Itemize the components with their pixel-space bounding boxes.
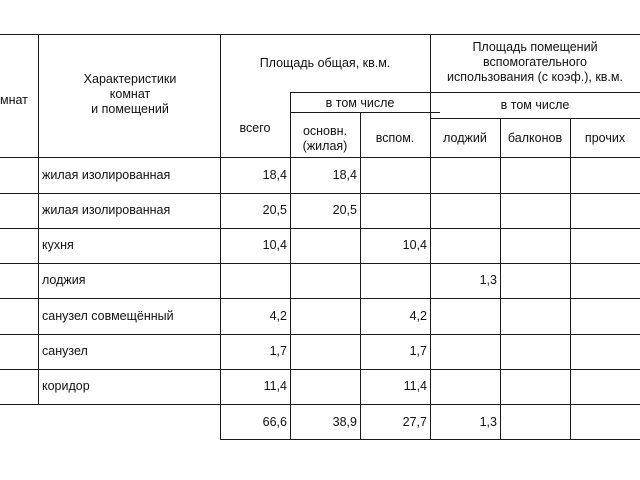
header-total-all: всего — [239, 121, 271, 135]
header-characteristics: Характеристики комнат и помещений — [83, 72, 177, 116]
header-other: прочих — [584, 131, 626, 145]
row-name: жилая изолированная — [42, 168, 171, 182]
cell-aux: 1,7 — [409, 344, 427, 358]
cell-loggia: 1,3 — [479, 273, 497, 287]
row-name: жилая изолированная — [42, 203, 171, 217]
cell-total: 10,4 — [262, 238, 287, 252]
header-area-total: Площадь общая, кв.м. — [259, 56, 391, 70]
header-including-1: в том числе — [325, 96, 395, 110]
row-name: коридор — [42, 379, 90, 393]
row-name: кухня — [42, 238, 74, 252]
header-loggias: лоджий — [443, 131, 487, 145]
cell-total: 4,2 — [269, 309, 287, 323]
row-name: лоджия — [42, 273, 86, 287]
cell-aux: 11,4 — [403, 379, 427, 393]
cell-total: 20,5 — [262, 203, 287, 217]
row-name: санузел — [42, 344, 88, 358]
cell-main: 18,4 — [332, 168, 357, 182]
cell-total: 11,4 — [263, 379, 287, 393]
row-name: санузел совмещённый — [42, 309, 174, 323]
header-area-auxiliary: Площадь помещений вспомогательного использования (с коэф.), кв.м. — [447, 40, 623, 84]
total-all: 66,6 — [262, 415, 287, 429]
cell-total: 18,4 — [262, 168, 287, 182]
header-including-2: в том числе — [500, 98, 570, 112]
header-auxiliary: вспом. — [375, 131, 415, 145]
header-main-living: основн. (жилая) — [302, 124, 348, 153]
cell-aux: 4,2 — [409, 309, 427, 323]
cell-total: 1,7 — [269, 344, 287, 358]
cell-aux: 10,4 — [402, 238, 427, 252]
total-loggia: 1,3 — [479, 415, 497, 429]
total-main: 38,9 — [332, 415, 357, 429]
total-aux: 27,7 — [402, 415, 427, 429]
cell-main: 20,5 — [332, 203, 357, 217]
header-rooms-partial: мнат — [0, 93, 28, 107]
header-balconies: балконов — [507, 131, 563, 145]
